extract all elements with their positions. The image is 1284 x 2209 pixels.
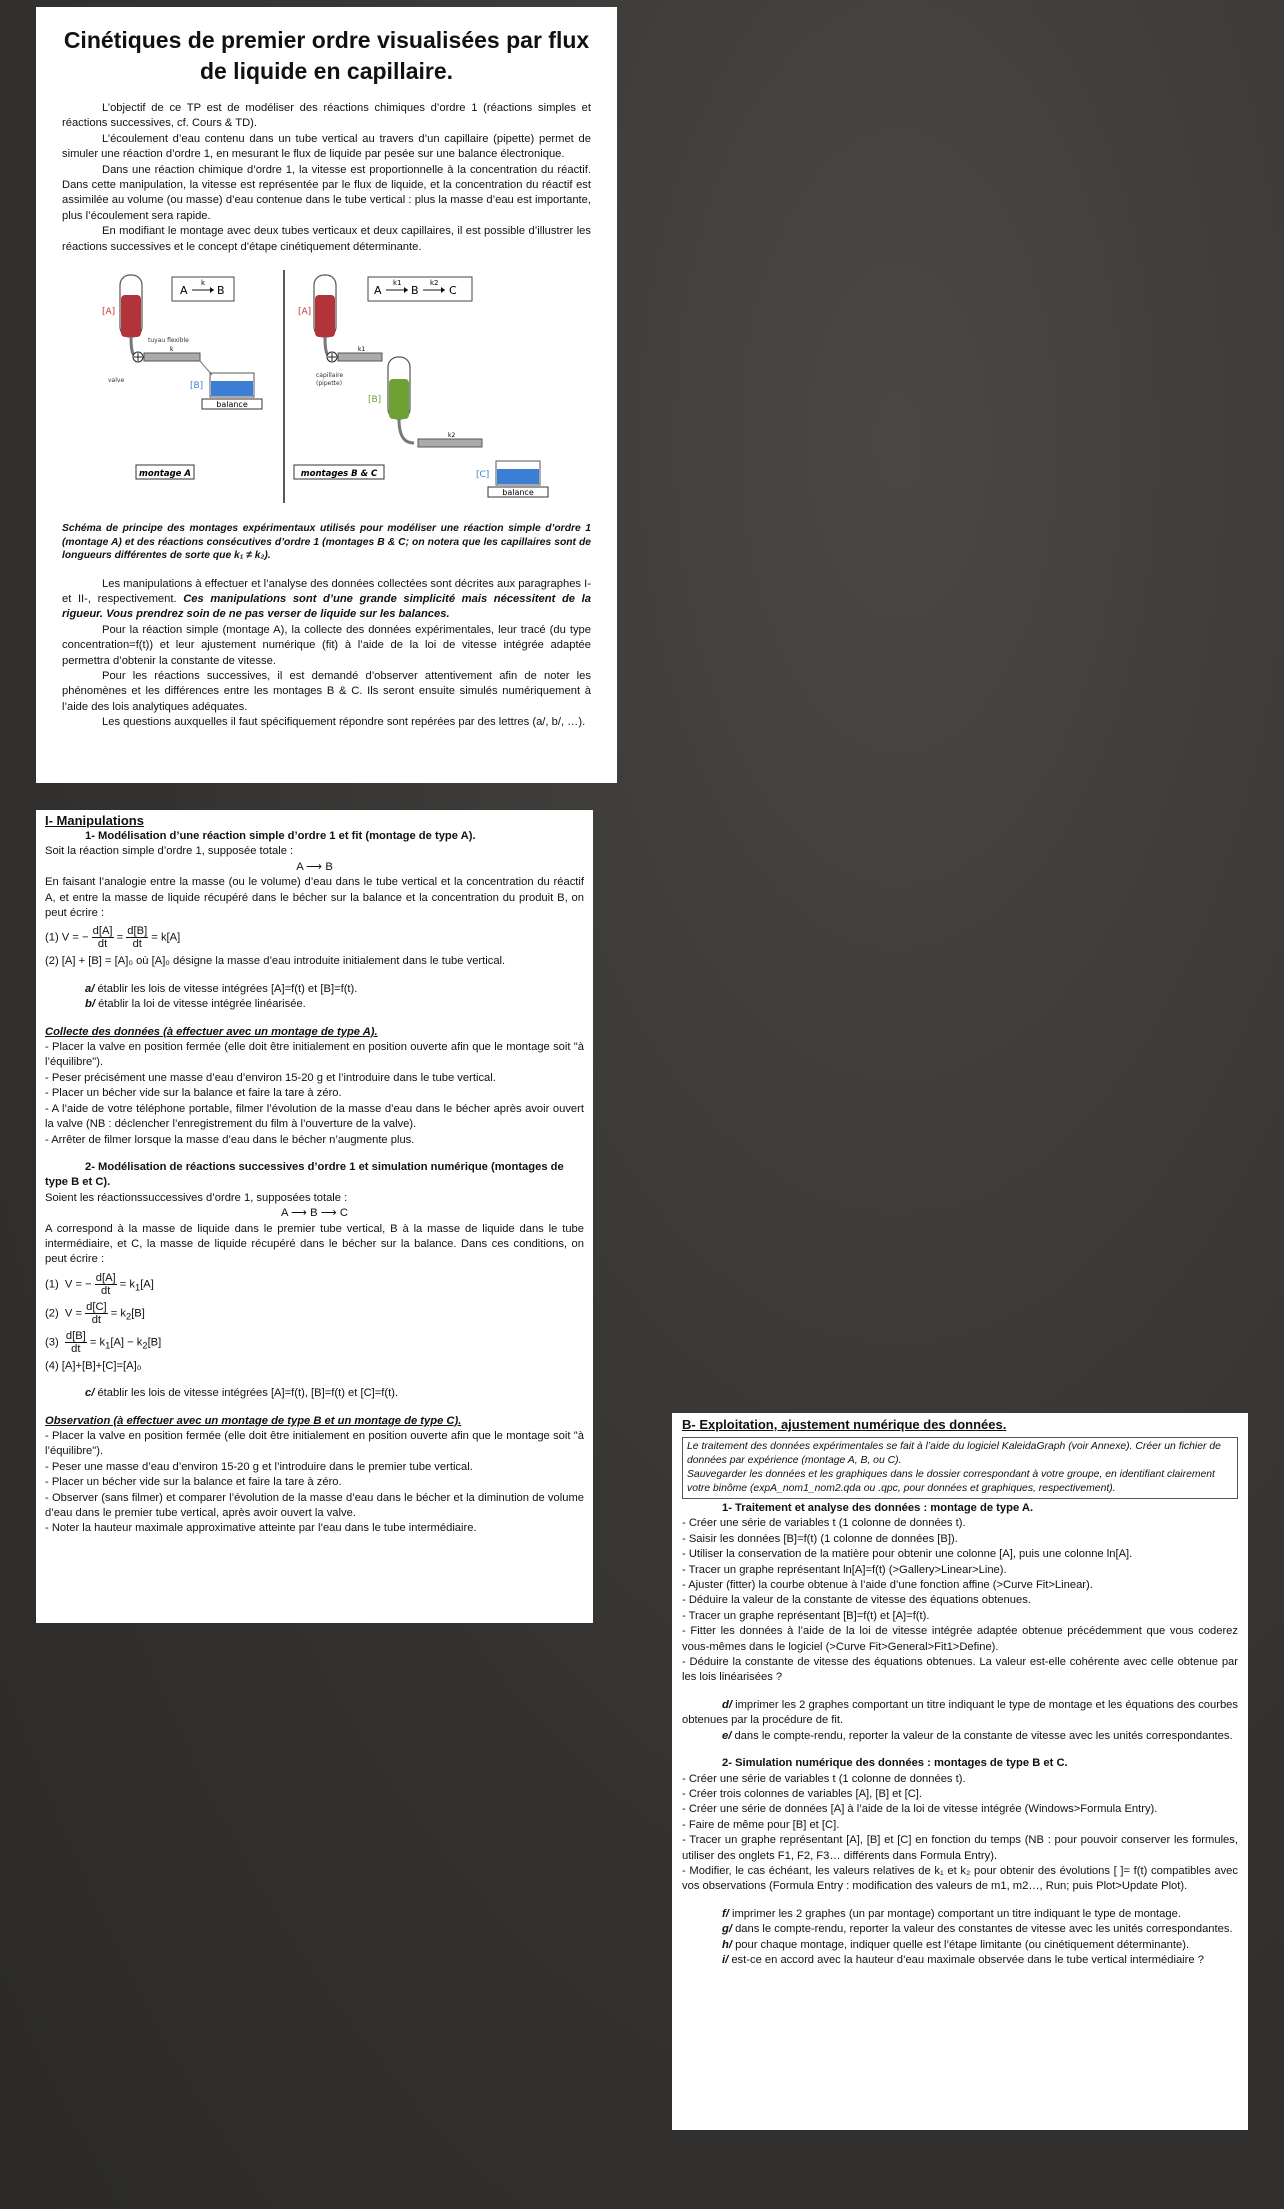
svg-text:[C]: [C]: [476, 470, 490, 481]
list-item: - Créer trois colonnes de variables [A], [B] et [C].: [682, 1787, 923, 1800]
list-item: - Créer une série de variables t (1 colonne de données t).: [682, 1517, 966, 1530]
list-item: - Saisir les données [B]=f(t) (1 colonne de données [B]).: [682, 1532, 958, 1545]
question-f: f/ imprimer les 2 graphes (un par montage) comportant un titre indiquant le type de montage.: [722, 1907, 1181, 1920]
list-item: - Créer une série de variables t (1 colonne de données t).: [682, 1772, 966, 1785]
montage-bc-diagram: [294, 275, 548, 497]
subsection-2-title: 2- Modélisation de réactions successives d’ordre 1 et simulation numérique (montages de type B et C).: [45, 1160, 564, 1189]
svg-text:k: k: [170, 346, 174, 354]
subsection-1-title: 1- Modélisation d’une réaction simple d’ordre 1 et fit (montage de type A).: [85, 830, 476, 842]
svg-text:k2: k2: [448, 432, 456, 440]
body-paragraph-4: Les questions auxquelles il faut spécifiquement répondre sont repérées par des lettres (a/, b/, …).: [102, 716, 586, 729]
question-h: h/ pour chaque montage, indiquer quelle est l’étape limitante (ou cinétiquement déterminante).: [722, 1938, 1190, 1951]
equation-bc-2: (2) V = $\frac{d[C]}{dt}$ = $k_2[B]$: [45, 1300, 145, 1326]
balance-a-label: balance: [216, 400, 248, 410]
list-item: - Fitter les données à l’aide de la loi de vitesse intégrée adaptée obtenue précédemment que vous coderez vous-mêmes dans le logiciel (>Curve Fit>General>Fit1>Define).: [682, 1625, 1238, 1653]
svg-text:C: C: [449, 284, 457, 298]
list-item: - Tracer un graphe représentant [A], [B] et [C] en fonction du temps (NB : pour pouvoir conserver les formules, utiliser des onglets F1, F2, F3… différents dans Formula Entry).: [682, 1834, 1238, 1862]
intro-paragraph-3: Dans une réaction chimique d’ordre 1, la vitesse est proportionnelle à la concentration du réactif. Dans cette manipulation, la vitesse est représentée par le flux de liquide, et la concentration du réactif est assimilée au volume (ou masse) d’eau contenue dans le tube vertical : plus la masse d’eau est importante, plus l’écoulement sera rapide.: [62, 163, 591, 222]
list-item: - Utiliser la conservation de la matière pour obtenir une colonne [A], puis une colonne ln[A].: [682, 1548, 1133, 1561]
svg-text:[B]: [B]: [368, 395, 382, 406]
svg-text:A: A: [180, 284, 188, 298]
montage-a-diagram: [102, 275, 262, 479]
page-title: Cinétiques de premier ordre visualisées par flux de liquide en capillaire.: [63, 27, 590, 84]
question-b: b/ établir la loi de vitesse intégrée linéarisée.: [85, 998, 306, 1011]
line: Soit la réaction simple d’ordre 1, supposée totale :: [45, 845, 294, 858]
list-item: - A l’aide de votre téléphone portable, filmer l’évolution de la masse d’eau dans le bécher après avoir ouvert la valve (NB : déclencher l’enregistrement du film à l’ouverture de la valve).: [45, 1102, 584, 1131]
equation-bc-1: (1) V = − $\frac{d[A]}{dt}$ = $k_1[A]$: [45, 1271, 154, 1297]
list-item: - Placer la valve en position fermée (elle doit être initialement en position ouverte afin que le montage soit "à l’équilibre").: [45, 1041, 584, 1069]
intro-paragraph-1: L’objectif de ce TP est de modéliser des réactions chimiques d’ordre 1 (réactions simples et réactions successives, cf. Cours & TD).: [62, 102, 591, 130]
page-2: [36, 810, 593, 1623]
beaker-c: [497, 469, 539, 484]
svg-text:[B]: [B]: [190, 381, 204, 392]
equation-1: (1) V = − $\frac{d[A]}{dt}$ = $\frac{d[B]}{dt}$ = k[A]: [45, 925, 181, 951]
observation-heading: Observation (à effectuer avec un montage de type B et un montage de type C).: [45, 1414, 462, 1427]
svg-text:tuyau flexible: tuyau flexible: [148, 337, 189, 345]
figure-caption: Schéma de principe des montages expérimentaux utilisés pour modéliser une réaction simple d’ordre 1 (montage A) et des réactions consécutives d’ordre 1 (montages B & C; on notera que les capillaires sont de longueurs différentes de sorte que k₁ ≠ k₂).: [62, 523, 591, 562]
svg-text:valve: valve: [108, 377, 125, 385]
instructions-box: Le traitement des données expérimentales se fait à l’aide du logiciel KaleidaGraph (voir Annexe). Créer un fichier de données par expérience (montage A, B, ou C). Sauvegarder les données et les graphiques dans le dossier correspondant à votre groupe, en identifiant clairement votre binôme (expA_nom1_nom2.qda ou .qpc, pour données et graphiques, respectivement).: [682, 1437, 1238, 1499]
question-e: e/ dans le compte-rendu, reporter la valeur de la constante de vitesse avec les unités correspondantes.: [722, 1729, 1233, 1742]
list-item: - Créer une série de données [A] à l’aide de la loi de vitesse intégrée (Windows>Formula Entry).: [682, 1803, 1158, 1816]
subsection-2-title: 2- Simulation numérique des données : montages de type B et C.: [722, 1757, 1068, 1770]
svg-text:k1: k1: [358, 346, 366, 354]
page-3: [672, 1413, 1248, 2130]
question-i: i/ est-ce en accord avec la hauteur d’eau maximale observée dans le tube vertical intermédiaire ?: [722, 1953, 1204, 1966]
question-c: c/ établir les lois de vitesse intégrées [A]=f(t), [B]=f(t) et [C]=f(t).: [85, 1387, 399, 1400]
intro-paragraph-4: En modifiant le montage avec deux tubes verticaux et deux capillaires, il est possible d’illustrer les réactions successives et le concept d’étape cinétiquement déterminante.: [62, 225, 591, 253]
section-b-title: B- Exploitation, ajustement numérique des données.: [682, 1417, 1007, 1432]
page-1: [36, 7, 617, 783]
equation-2: (2) [A] + [B] = [A]₀ où [A]₀ désigne la masse d’eau introduite initialement dans le tube vertical.: [45, 955, 506, 968]
subsection-1-title: 1- Traitement et analyse des données : montage de type A.: [722, 1502, 1034, 1514]
question-g: g/ dans le compte-rendu, reporter la valeur des constantes de vitesse avec les unités correspondantes.: [722, 1923, 1233, 1936]
body-paragraph-3: Pour les réactions successives, il est demandé d’observer attentivement afin de noter les phénomènes et les différences entre les montages B & C. Ils seront ensuite simulés numériquement à l’aide des lois analytiques adéquates.: [62, 670, 591, 713]
montage-bc-label: montages B & C: [300, 469, 378, 480]
list-item: - Noter la hauteur maximale approximative atteinte par l’eau dans le tube intermédiaire.: [45, 1522, 477, 1535]
svg-text:k1: k1: [393, 279, 402, 288]
water-column-a: [121, 295, 141, 337]
equation-bc-3: (3) $\frac{d[B]}{dt}$ = $k_1[A] - k_2[B]$: [45, 1329, 162, 1355]
body-paragraph-2: Pour la réaction simple (montage A), la collecte des données expérimentales, leur tracé (du type concentration=f(t)) et leur ajustement numérique (fit) à l’aide de la loi de vitesse intégrée adaptée permettra d’obtenir la constante de vitesse.: [62, 623, 591, 667]
svg-text:k: k: [201, 279, 206, 288]
svg-text:[A]: [A]: [298, 307, 312, 318]
svg-text:B: B: [217, 284, 225, 298]
list-item: - Placer un bécher vide sur la balance et faire la tare à zéro.: [45, 1087, 342, 1100]
svg-text:A: A: [374, 284, 382, 298]
paragraph: En faisant l’analogie entre la masse (ou le volume) d’eau dans le tube vertical et la concentration du réactif A, et entre la masse de liquide récupéré dans le bécher sur la balance et la concentration du produit B, on peut écrire :: [45, 876, 584, 920]
svg-text:(pipette): (pipette): [316, 380, 343, 388]
label-a: [A]: [102, 307, 116, 318]
beaker-b: [211, 381, 253, 396]
question-d: d/ imprimer les 2 graphes comportant un titre indiquant le type de montage et les équations des courbes obtenues par la procédure de fit.: [682, 1698, 1239, 1727]
list-item: - Observer (sans filmer) et comparer l’évolution de la masse d’eau dans le bécher et la diminution de volume d’eau dans le premier tube vertical, après avoir ouvert la valve.: [45, 1491, 584, 1519]
line: Soient les réactionssuccessives d’ordre 1, supposées totale :: [45, 1191, 348, 1204]
setup-schematic: [62, 265, 591, 520]
equation-bc-4: (4) [A]+[B]+[C]=[A]₀: [45, 1359, 142, 1372]
list-item: - Déduire la valeur de la constante de vitesse des équations obtenues.: [682, 1594, 1031, 1607]
list-item: - Placer la valve en position fermée (elle doit être initialement en position ouverte afin que le montage soit "à l’équilibre").: [45, 1429, 584, 1458]
list-item: - Peser précisément une masse d’eau d’environ 15-20 g et l’introduire dans le tube vertical.: [45, 1071, 496, 1084]
list-item: - Ajuster (fitter) la courbe obtenue à l’aide d’une fonction affine (>Curve Fit>Linear).: [682, 1579, 1093, 1592]
paragraph: A correspond à la masse de liquide dans le premier tube vertical, B à la masse de liquide dans le tube intermédiaire, et C, la masse de liquide récupéré dans le bécher sur la balance. Dans ces conditions, on peut écrire :: [45, 1222, 584, 1266]
svg-text:B: B: [411, 284, 419, 298]
montage-a-label: montage A: [139, 469, 191, 480]
list-item: - Modifier, le cas échéant, les valeurs relatives de k₁ et k₂ pour obtenir des évolutions [ ]= f(t) compatibles avec vos observations (Formula Entry : modification des valeurs de m1, m2…, Run; puis Plot>Update Plot).: [682, 1864, 1238, 1893]
svg-text:k2: k2: [430, 279, 439, 288]
body-paragraph-1: Les manipulations à effectuer et l’analyse des données collectées sont décrites aux paragraphes I- et II-, respectivement. Ces manipulations sont d’une grande simplicité mais nécessitent de la rigueur. Vous prendrez soin de ne pas verser de liquide sur les balances.: [62, 577, 591, 621]
water-column-b: [389, 379, 409, 419]
svg-text:capillaire: capillaire: [316, 372, 344, 380]
list-item: - Placer un bécher vide sur la balance et faire la tare à zéro.: [45, 1476, 342, 1489]
balance-c-label: balance: [502, 488, 534, 498]
collecte-heading: Collecte des données (à effectuer avec un montage de type A).: [45, 1025, 378, 1038]
question-a: a/ établir les lois de vitesse intégrées [A]=f(t) et [B]=f(t).: [85, 982, 358, 995]
reaction-2: A ⟶ B ⟶ C: [281, 1207, 348, 1220]
list-item: - Déduire la constante de vitesse des équations obtenues. La valeur est-elle cohérente avec celle obtenue par les lois linéarisées ?: [682, 1656, 1238, 1684]
list-item: - Faire de même pour [B] et [C].: [682, 1818, 840, 1831]
list-item: - Arrêter de filmer lorsque la masse d’eau dans le bécher n’augmente plus.: [45, 1133, 415, 1146]
section-title: I- Manipulations: [45, 813, 144, 828]
list-item: - Tracer un graphe représentant [B]=f(t) et [A]=f(t).: [682, 1609, 930, 1622]
list-item: - Peser une masse d’eau d’environ 15-20 g et l’introduire dans le premier tube vertical.: [45, 1460, 473, 1473]
reaction-1: A ⟶ B: [296, 860, 333, 873]
list-item: - Tracer un graphe représentant ln[A]=f(t) (>Gallery>Linear>Line).: [682, 1563, 1007, 1576]
intro-paragraph-2: L’écoulement d’eau contenu dans un tube vertical au travers d’un capillaire (pipette) permet de simuler une réaction d’ordre 1, en mesurant le flux de liquide par pesée sur une balance électronique.: [62, 132, 591, 161]
